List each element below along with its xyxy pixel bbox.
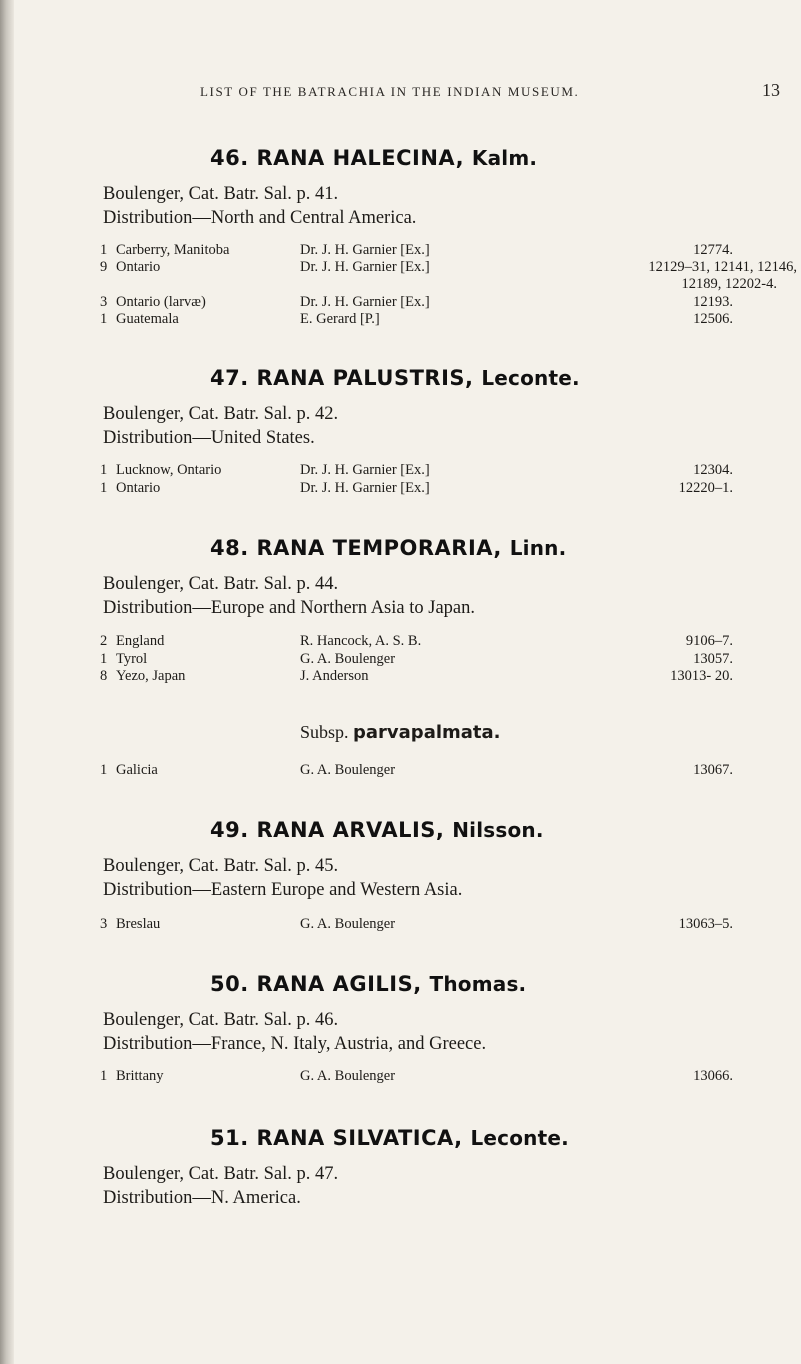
specimen-register-numbers-continued: 12189, 12202-4. — [681, 276, 777, 292]
subspecies-heading — [300, 722, 501, 743]
species-name: RANA TEMPORARIA, — [256, 536, 502, 560]
species-name: RANA SILVATICA, — [256, 1126, 463, 1150]
specimen-locality: Carberry, Manitoba — [116, 242, 230, 258]
specimen-count: 1 — [100, 242, 108, 258]
specimen-count: 2 — [100, 633, 108, 649]
specimen-collector: Dr. J. H. Garnier [Ex.] — [300, 242, 430, 258]
subspecies-prefix: Subsp. — [300, 722, 349, 742]
specimen-collector: G. A. Boulenger — [300, 916, 396, 932]
specimen-locality: Galicia — [116, 762, 158, 778]
species-author: Leconte. — [481, 366, 580, 390]
specimen-locality: Breslau — [116, 916, 161, 932]
specimen-collector: R. Hancock, A. S. B. — [300, 633, 422, 649]
species-heading-46 — [210, 146, 537, 170]
species-name: RANA HALECINA, — [256, 146, 465, 170]
specimen-locality: Brittany — [116, 1068, 164, 1084]
page-number: 13 — [762, 80, 780, 100]
species-author: Kalm. — [471, 146, 538, 170]
specimen-count: 3 — [100, 294, 108, 310]
specimen-locality: Lucknow, Ontario — [116, 462, 222, 478]
running-head: LIST OF THE BATRACHIA IN THE INDIAN MUSEUM. — [200, 84, 580, 99]
specimen-locality: Tyrol — [116, 651, 148, 667]
specimen-count: 1 — [100, 462, 108, 478]
species-reference: Boulenger, Cat. Batr. Sal. p. 45. — [103, 856, 339, 876]
specimen-register-numbers: 12304. — [693, 462, 733, 478]
species-name: RANA PALUSTRIS, — [256, 366, 474, 390]
specimen-register-numbers: 13067. — [693, 762, 733, 778]
species-number: 47. — [210, 366, 249, 390]
species-author: Leconte. — [470, 1126, 569, 1150]
species-reference: Boulenger, Cat. Batr. Sal. p. 41. — [103, 184, 339, 204]
species-number: 49. — [210, 818, 249, 842]
species-distribution: Distribution—N. America. — [103, 1188, 301, 1208]
specimen-collector: Dr. J. H. Garnier [Ex.] — [300, 259, 430, 275]
specimen-collector: G. A. Boulenger — [300, 651, 396, 667]
species-distribution: Distribution—Eastern Europe and Western Asia. — [103, 880, 463, 900]
subspecies-name: parvapalmata. — [353, 722, 501, 743]
species-heading-51 — [210, 1126, 569, 1150]
species-name: RANA AGILIS, — [256, 972, 422, 996]
specimen-count: 1 — [100, 311, 108, 327]
species-distribution: Distribution—North and Central America. — [103, 208, 417, 228]
specimen-count: 1 — [100, 1068, 108, 1084]
species-number: 51. — [210, 1126, 249, 1150]
specimen-register-numbers: 12220–1. — [678, 480, 733, 496]
specimen-collector: G. A. Boulenger — [300, 1068, 396, 1084]
specimen-register-numbers: 13013- 20. — [670, 668, 733, 684]
specimen-count: 1 — [100, 651, 108, 667]
specimen-locality: Ontario — [116, 259, 161, 275]
specimen-register-numbers: 13066. — [693, 1068, 733, 1084]
species-reference: Boulenger, Cat. Batr. Sal. p. 44. — [103, 574, 339, 594]
species-reference: Boulenger, Cat. Batr. Sal. p. 46. — [103, 1010, 339, 1030]
specimen-register-numbers: 12506. — [693, 311, 733, 327]
species-distribution: Distribution—France, N. Italy, Austria, and Greece. — [103, 1034, 487, 1054]
specimen-locality: England — [116, 633, 165, 649]
specimen-locality: Yezo, Japan — [116, 668, 186, 684]
species-author: Linn. — [509, 536, 567, 560]
species-author: Thomas. — [429, 972, 527, 996]
species-author: Nilsson. — [452, 818, 544, 842]
specimen-count: 8 — [100, 668, 108, 684]
specimen-register-numbers: 13063–5. — [678, 916, 733, 932]
specimen-collector: Dr. J. H. Garnier [Ex.] — [300, 480, 430, 496]
specimen-count: 3 — [100, 916, 108, 932]
specimen-register-numbers: 12774. — [693, 242, 733, 258]
specimen-locality: Ontario — [116, 480, 161, 496]
specimen-collector: J. Anderson — [300, 668, 369, 684]
species-number: 50. — [210, 972, 249, 996]
specimen-collector: E. Gerard [P.] — [300, 311, 380, 327]
species-heading-47 — [210, 366, 580, 390]
species-number: 46. — [210, 146, 249, 170]
specimen-register-numbers: 9106–7. — [685, 633, 733, 649]
specimen-collector: G. A. Boulenger — [300, 762, 396, 778]
species-distribution: Distribution—Europe and Northern Asia to Japan. — [103, 598, 475, 618]
specimen-count: 9 — [100, 259, 108, 275]
specimen-collector: Dr. J. H. Garnier [Ex.] — [300, 462, 430, 478]
species-heading-50 — [210, 972, 526, 996]
specimen-collector: Dr. J. H. Garnier [Ex.] — [300, 294, 430, 310]
species-heading-48 — [210, 536, 566, 560]
species-reference: Boulenger, Cat. Batr. Sal. p. 47. — [103, 1164, 339, 1184]
specimen-register-numbers: 12193. — [693, 294, 733, 310]
species-distribution: Distribution—United States. — [103, 428, 315, 448]
species-reference: Boulenger, Cat. Batr. Sal. p. 42. — [103, 404, 339, 424]
specimen-register-numbers: 12129–31, 12141, 12146, — [648, 259, 797, 275]
specimen-register-numbers: 13057. — [693, 651, 733, 667]
species-heading-49 — [210, 818, 544, 842]
specimen-locality: Guatemala — [116, 311, 179, 327]
specimen-count: 1 — [100, 480, 108, 496]
species-number: 48. — [210, 536, 249, 560]
specimen-locality: Ontario (larvæ) — [116, 294, 206, 310]
specimen-count: 1 — [100, 762, 108, 778]
species-name: RANA ARVALIS, — [256, 818, 445, 842]
